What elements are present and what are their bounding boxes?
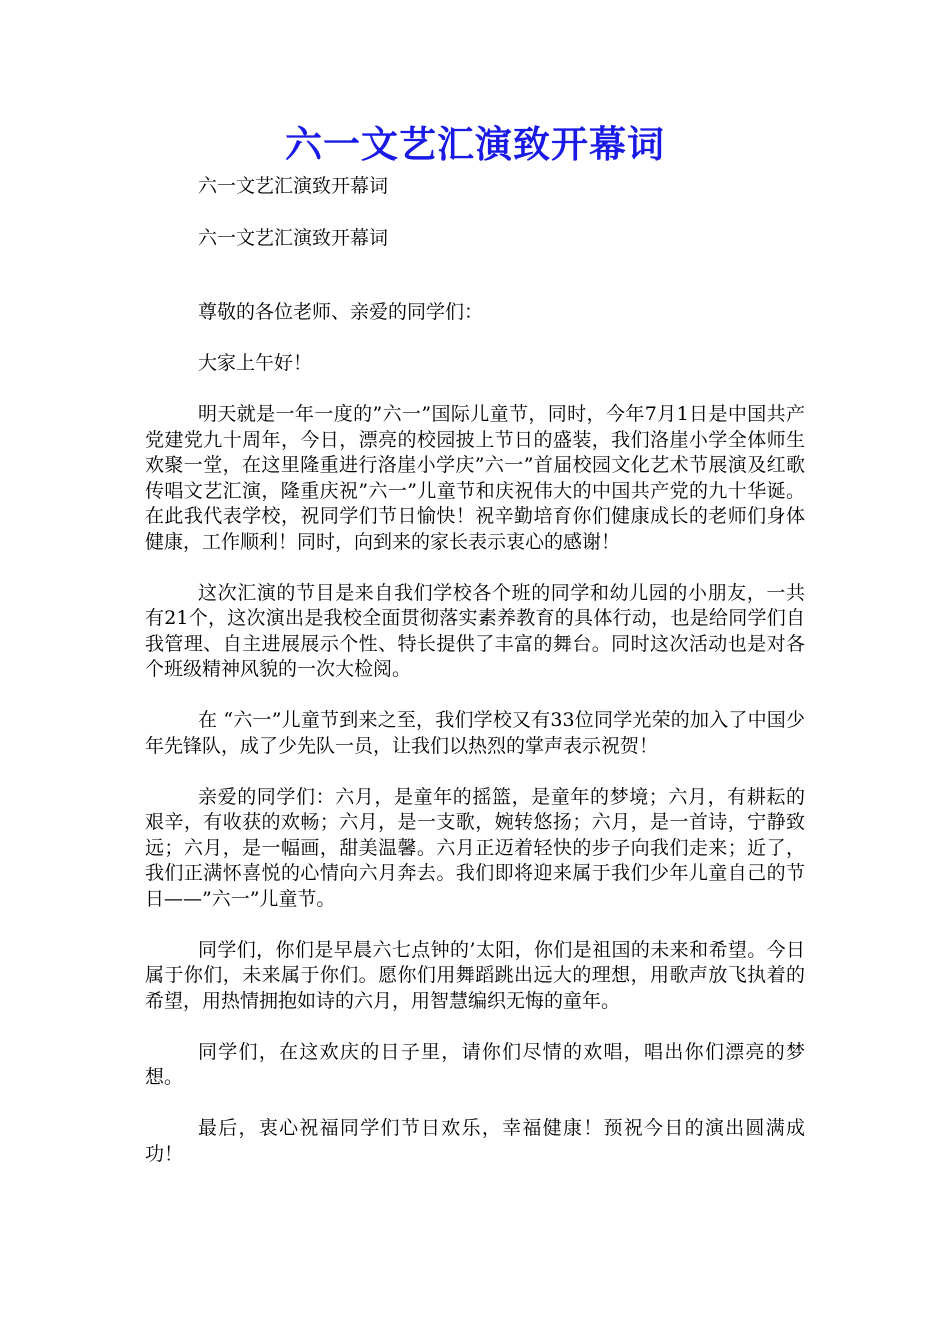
document-subtitle-2: 六一文艺汇演致开幕词 xyxy=(198,227,389,249)
closing-paragraph: 最后，衷心祝福同学们节日欢乐，幸福健康！预祝今日的演出圆满成功！ xyxy=(145,1117,805,1165)
body-paragraph: 这次汇演的节目是来自我们学校各个班的同学和幼儿园的小朋友，一共有21个，这次演出是我校全面贯彻落实素养教育的具体行动，也是给同学们自我管理、自主进展展示个性、特长提供了丰富的舞台。同时这次活动也是对各个班级精神风貌的一次大检阅。 xyxy=(145,581,805,680)
body-paragraph: 亲爱的同学们：六月，是童年的摇篮，是童年的梦境；六月，有耕耘的艰辛，有收获的欢畅；六月，是一支歌，婉转悠扬；六月，是一首诗，宁静致远；六月，是一幅画，甜美温馨。六月正迈着轻快的步子向我们走来；近了，我们正满怀喜悦的心情向六月奔去。我们即将迎来属于我们少年儿童自己的节日——”六一”儿童节。 xyxy=(145,785,805,910)
greeting-paragraph: 大家上午好！ xyxy=(198,352,313,374)
body-paragraph: 明天就是一年一度的”六一”国际儿童节，同时，今年7月1日是中国共产党建党九十周年，今日，漂亮的校园披上节日的盛装，我们洛崖小学全体师生欢聚一堂，在这里隆重进行洛崖小学庆”六一”首届校园文化艺术节展演及红歌传唱文艺汇演，隆重庆祝”六一”儿童节和庆祝伟大的中国共产党的九十华诞。在此我代表学校，祝同学们节日愉快！祝辛勤培育你们健康成长的老师们身体健康，工作顺利！同时，向到来的家长表示衷心的感谢！ xyxy=(145,403,805,553)
document-subtitle-1: 六一文艺汇演致开幕词 xyxy=(198,175,389,197)
body-paragraph: 在 “六一”儿童节到来之至，我们学校又有33位同学光荣的加入了中国少年先锋队，成了少先队一员，让我们以热烈的掌声表示祝贺！ xyxy=(145,709,805,757)
document-body xyxy=(145,300,805,1193)
document-title: 六一文艺汇演致开幕词 xyxy=(285,122,665,166)
salutation-paragraph: 尊敬的各位老师、亲爱的同学们： xyxy=(198,301,484,323)
body-paragraph: 同学们，你们是早晨六七点钟的’太阳，你们是祖国的未来和希望。今日属于你们，未来属于你们。愿你们用舞蹈跳出远大的理想，用歌声放飞执着的希望，用热情拥抱如诗的六月，用智慧编织无悔的童年。 xyxy=(145,938,805,1012)
body-paragraph: 同学们，在这欢庆的日子里，请你们尽情的欢唱，唱出你们漂亮的梦想。 xyxy=(145,1040,805,1088)
